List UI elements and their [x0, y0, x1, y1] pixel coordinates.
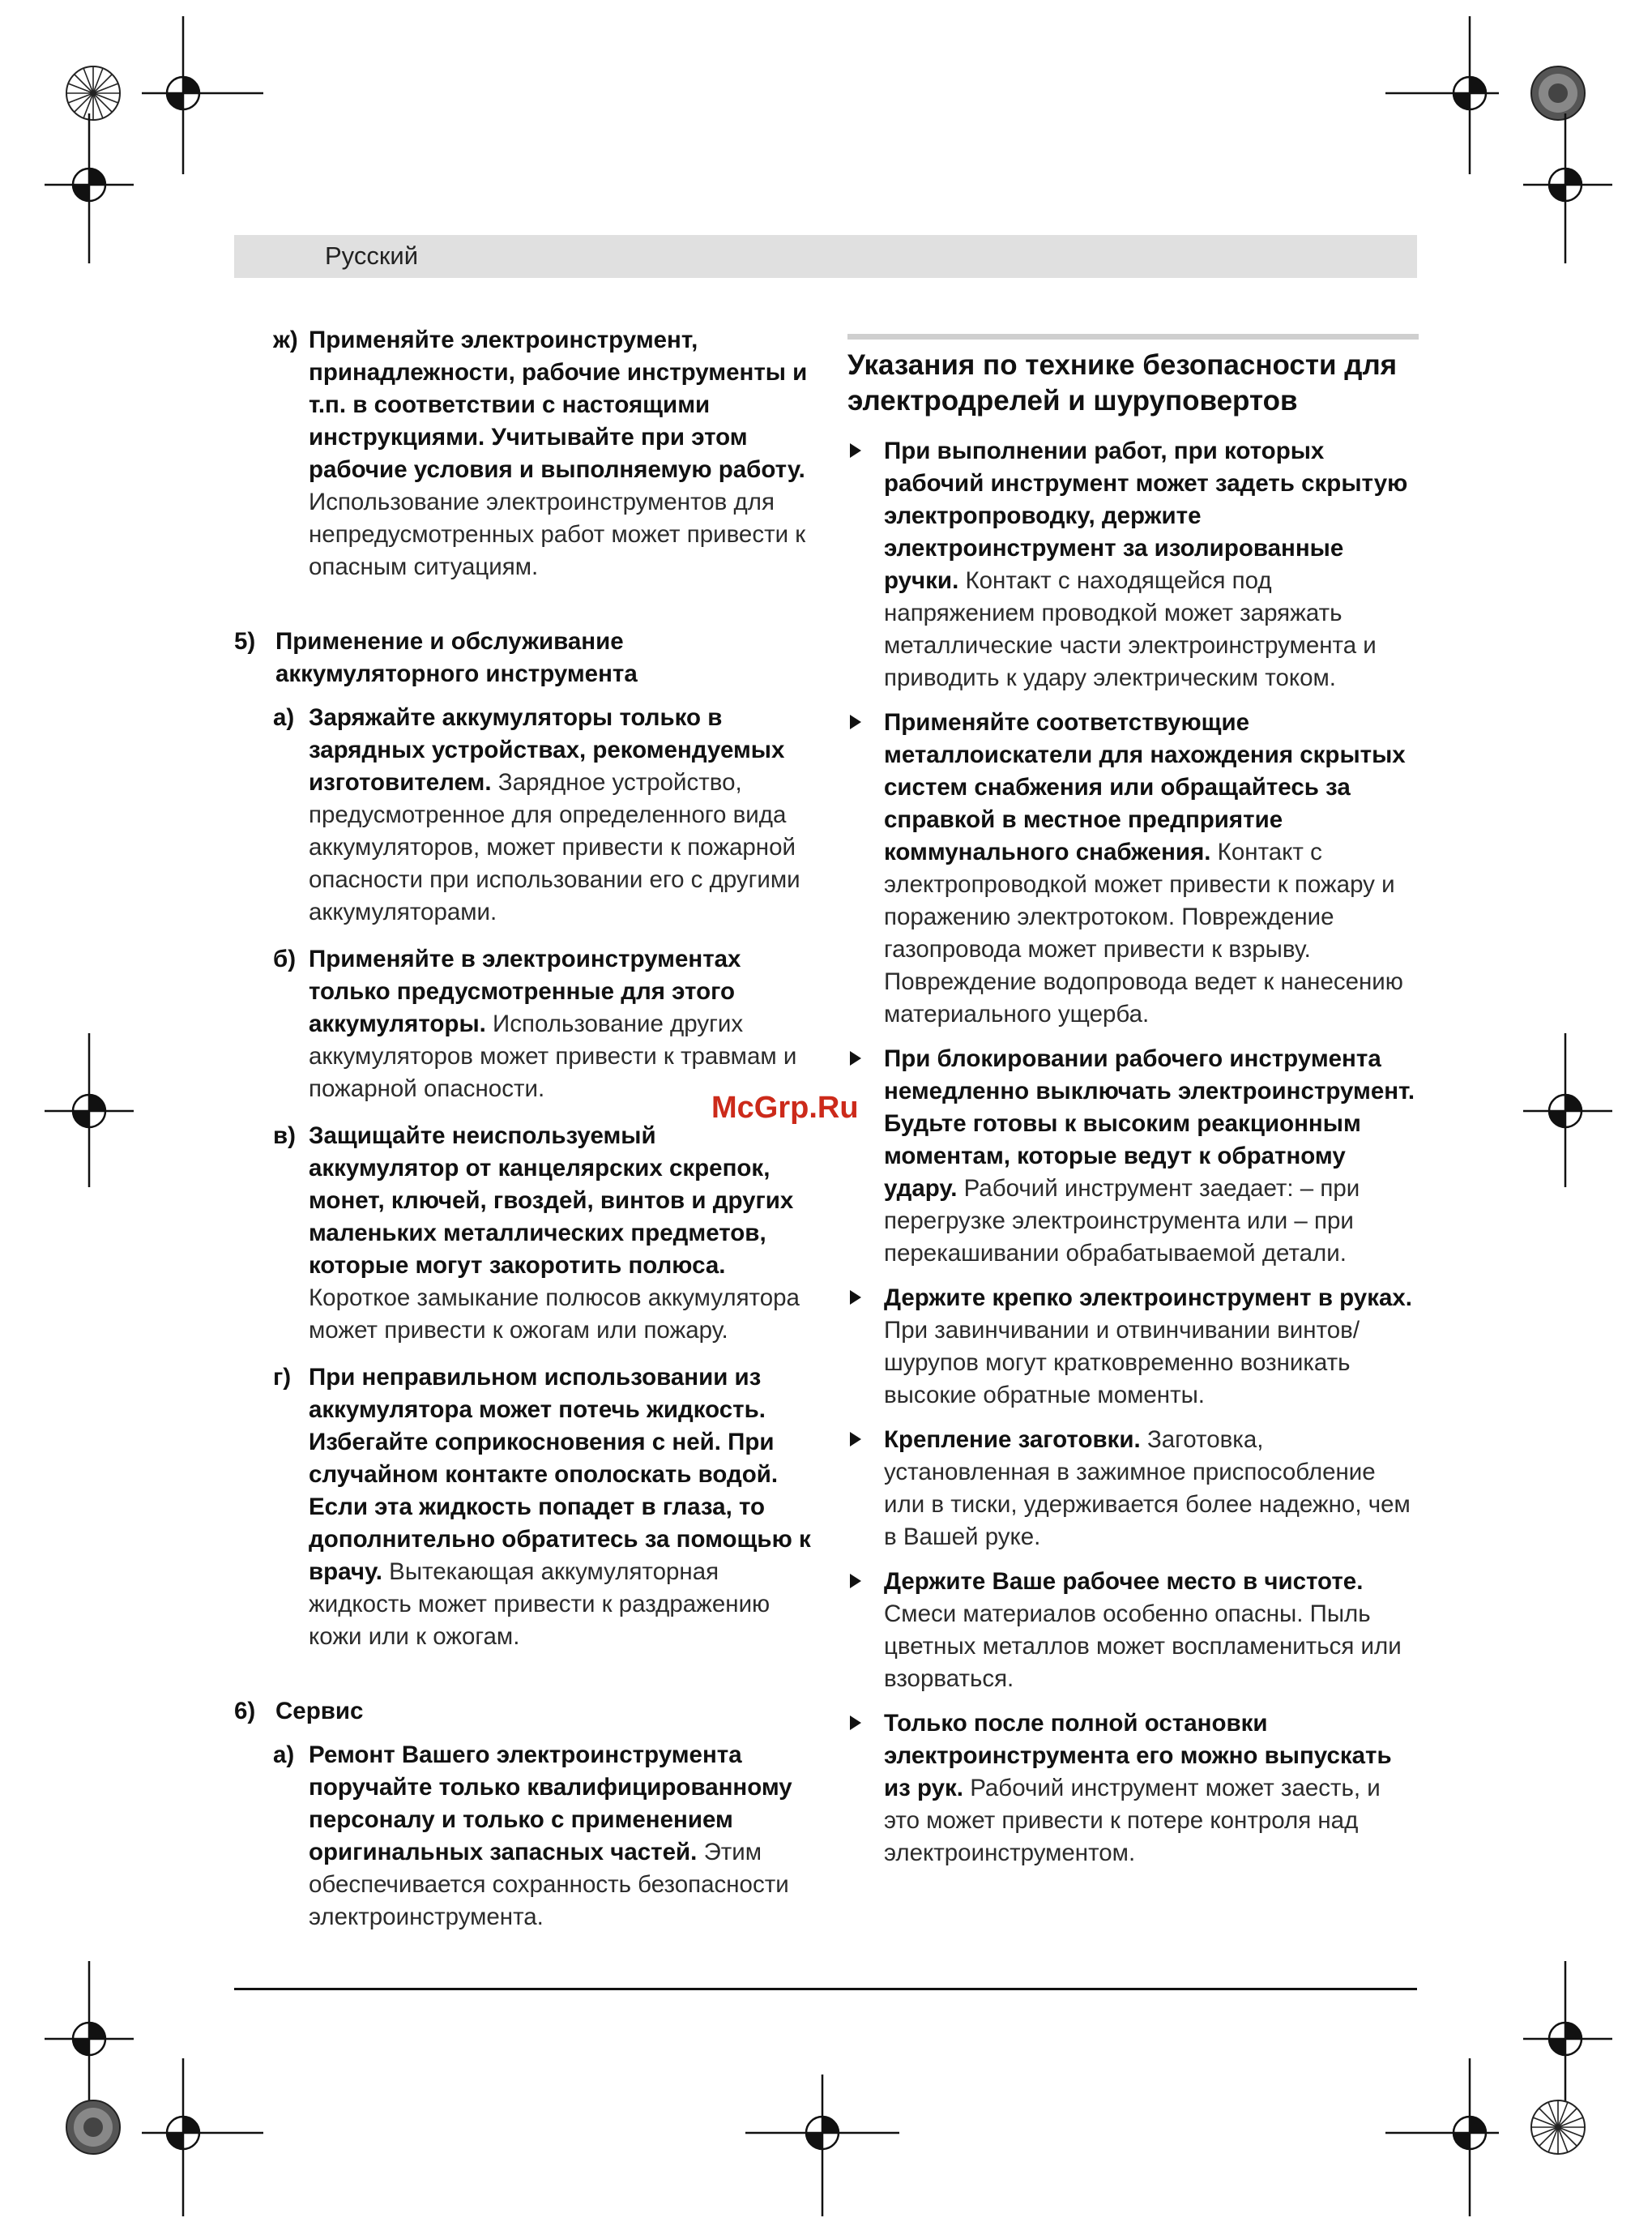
- bullet-item: [847, 1424, 1419, 1553]
- crosshair-icon: [1523, 105, 1620, 267]
- section-number: 5): [234, 628, 256, 655]
- bullet-arrow-icon: [850, 1432, 861, 1446]
- right-column: [847, 324, 1419, 1882]
- bullet-bold-text: Только после полной остановки электроинструмента его можно выпускать из рук.: [884, 1710, 1392, 1801]
- section-title: Сервис: [275, 1698, 364, 1724]
- bullet-normal-text: Заготовка, установленная в зажимное приспособление или в тиски, удерживается более надежно, чем в Вашей руке.: [884, 1426, 1411, 1550]
- item-bold-text: Применяйте в электроинструментах только предусмотренные для этого аккумуляторы.: [309, 946, 741, 1037]
- instruction-item: [234, 324, 811, 583]
- bullet-normal-text: Смеси материалов особенно опасны. Пыль цветных металлов может воспламениться или взорваться.: [884, 1600, 1402, 1692]
- registration-wheel-icon: [1513, 2083, 1603, 2172]
- bullet-arrow-icon: [850, 1051, 861, 1066]
- crosshair-icon: [1385, 2058, 1523, 2220]
- item-label: ж): [273, 327, 298, 353]
- bullet-bold-text: Крепление заготовки.: [884, 1426, 1141, 1453]
- bullet-item: [847, 435, 1419, 694]
- instruction-item: [234, 1120, 811, 1347]
- bullet-normal-text: Рабочий инструмент может заесть, и это может привести к потере контроля над электроинструментом.: [884, 1775, 1381, 1866]
- instruction-item: [234, 702, 811, 929]
- item-label: б): [273, 946, 297, 972]
- item-bold-text: Ремонт Вашего электроинструмента поручайте только квалифицированному персоналу и только с применением оригинальных запасных частей.: [309, 1741, 792, 1865]
- bullet-item: [847, 1566, 1419, 1695]
- instruction-item: [234, 1739, 811, 1934]
- bullet-normal-text: Контакт с находящейся под напряжением проводкой может заряжать металлические части электроинструмента и приводить к удару электрическим током.: [884, 567, 1377, 691]
- watermark: McGrp.Ru: [711, 1091, 859, 1125]
- crosshair-icon: [130, 2058, 267, 2220]
- item-normal-text: Зарядное устройство, предусмотренное для определенного вида аккумуляторов, может привести к пожарной опасности при использовании его с другими аккумуляторами.: [309, 769, 800, 925]
- bullet-arrow-icon: [850, 443, 861, 458]
- item-normal-text: Вытекающая аккумуляторная жидкость может привести к раздражению кожи или к ожогам.: [309, 1558, 771, 1650]
- section-heading: [234, 1695, 811, 1728]
- bullet-arrow-icon: [850, 1716, 861, 1730]
- bullet-normal-text: Контакт с электропроводкой может привести к пожару и поражению электротоком. Повреждение газопровода может привести к взрыву. Повреждение водопровода ведет к нанесению материального ущерба.: [884, 839, 1403, 1028]
- item-normal-text: Этим обеспечивается сохранность безопасности электроинструмента.: [309, 1839, 789, 1930]
- crosshair-icon: [745, 2058, 899, 2220]
- item-normal-text: Использование электроинструментов для непредусмотренных работ может привести к опасным ситуациям.: [309, 489, 806, 580]
- crosshair-icon: [45, 105, 142, 267]
- crosshair-icon: [1385, 16, 1523, 178]
- item-label: а): [273, 704, 295, 731]
- crosshair-icon: [1523, 1033, 1620, 1195]
- bullet-bold-text: Применяйте соответствующие металлоискатели для нахождения скрытых систем снабжения или обращайтесь за справкой в местное предприятие коммунального снабжения.: [884, 709, 1406, 865]
- item-normal-text: Использование других аккумуляторов может привести к травмам и пожарной опасности.: [309, 1011, 797, 1102]
- crosshair-icon: [45, 1033, 142, 1195]
- bullet-item: [847, 1707, 1419, 1869]
- bullet-normal-text: Рабочий инструмент заедает: – при перегрузке электроинструмента или – при перекашивании обрабатываемой детали.: [884, 1175, 1360, 1267]
- item-bold-text: Заряжайте аккумуляторы только в зарядных устройствах, рекомендуемых изготовителем.: [309, 704, 785, 796]
- bullet-bold-text: Держите крепко электроинструмент в руках.: [884, 1284, 1412, 1311]
- left-column: [234, 324, 811, 1948]
- item-normal-text: Короткое замыкание полюсов аккумулятора может привести к ожогам или пожару.: [309, 1284, 800, 1344]
- section-number: 6): [234, 1698, 256, 1724]
- section-heading: [234, 626, 811, 690]
- instruction-item: [234, 1361, 811, 1653]
- header-language: Русский: [325, 241, 419, 270]
- footer-rule: [234, 1988, 1417, 1990]
- bullet-bold-text: При блокировании рабочего инструмента немедленно выключать электроинструмент. Будьте готовы к высоким реакционным моментам, которые ведут к обратному удару.: [884, 1045, 1415, 1202]
- bullet-bold-text: Держите Ваше рабочее место в чистоте.: [884, 1568, 1364, 1595]
- bullet-item: [847, 1043, 1419, 1270]
- registration-dot-icon: [49, 2083, 138, 2172]
- item-label: а): [273, 1741, 295, 1768]
- bullet-arrow-icon: [850, 1290, 861, 1305]
- crosshair-icon: [130, 16, 267, 178]
- bullet-item: [847, 707, 1419, 1031]
- instruction-item: [234, 943, 811, 1105]
- section-title: Применение и обслуживание аккумуляторного инструмента: [275, 628, 638, 687]
- section-title: Указания по технике безопасности для электродрелей и шуруповертов: [847, 334, 1419, 419]
- bullet-arrow-icon: [850, 1574, 861, 1588]
- bullet-bold-text: При выполнении работ, при которых рабочий инструмент может задеть скрытую электропроводку, держите электроинструмент за изолированные ручки.: [884, 438, 1408, 594]
- item-bold-text: Защищайте неиспользуемый аккумулятор от канцелярских скрепок, монет, ключей, гвоздей, винтов и других маленьких металлических предметов, которые могут закоротить полюса.: [309, 1122, 794, 1279]
- bullet-normal-text: При завинчивании и отвинчивании винтов/шурупов могут кратковременно возникать высокие обратные моменты.: [884, 1317, 1360, 1408]
- item-label: в): [273, 1122, 296, 1149]
- bullet-arrow-icon: [850, 715, 861, 729]
- item-bold-text: При неправильном использовании из аккумулятора может потечь жидкость. Избегайте соприкосновения с ней. При случайном контакте ополоскать водой. Если эта жидкость попадет в глаза, то дополнительно обратитесь за помощью к врачу.: [309, 1364, 811, 1585]
- item-label: г): [273, 1364, 292, 1391]
- bullet-item: [847, 1282, 1419, 1412]
- page-header: [234, 235, 1417, 278]
- item-bold-text: Применяйте электроинструмент, принадлежности, рабочие инструменты и т.п. в соответствии с настоящими инструкциями. Учитывайте при этом рабочие условия и выполняемую работу.: [309, 327, 808, 483]
